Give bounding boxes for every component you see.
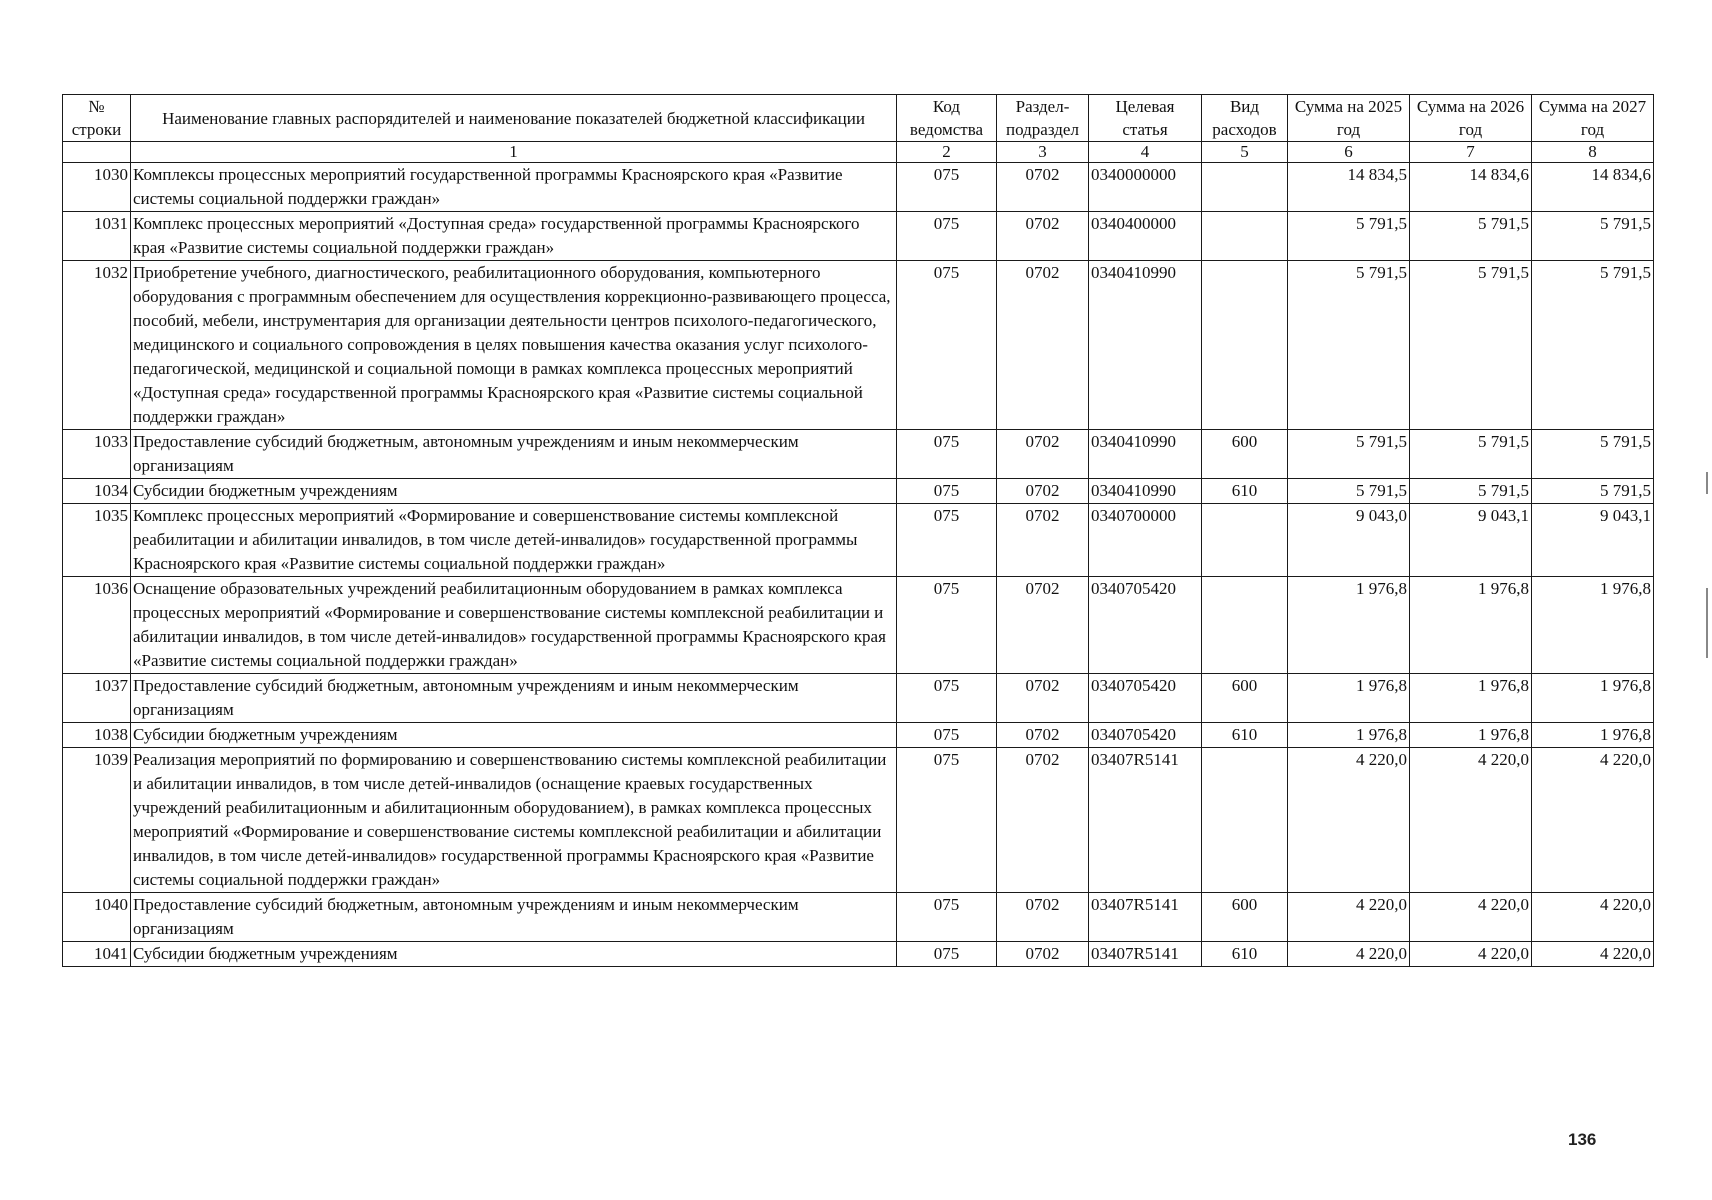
row-section: 0702 (997, 504, 1089, 577)
row-section: 0702 (997, 893, 1089, 942)
row-sum-2027: 4 220,0 (1532, 893, 1654, 942)
column-number: 1 (131, 142, 897, 163)
row-sum-2025: 4 220,0 (1288, 893, 1410, 942)
row-name: Комплексы процессных мероприятий государственной программы Красноярского края «Развитие системы социальной поддержки граждан» (131, 163, 897, 212)
scan-margin-mark (1706, 588, 1708, 658)
column-number: 4 (1089, 142, 1202, 163)
row-sum-2026: 5 791,5 (1410, 212, 1532, 261)
row-section: 0702 (997, 163, 1089, 212)
row-number: 1032 (63, 261, 131, 430)
column-number: 8 (1532, 142, 1654, 163)
row-dept-code: 075 (897, 942, 997, 967)
row-name: Субсидии бюджетным учреждениям (131, 723, 897, 748)
row-sum-2027: 5 791,5 (1532, 212, 1654, 261)
row-expense-type (1202, 212, 1288, 261)
row-number: 1030 (63, 163, 131, 212)
row-target-article: 0340410990 (1089, 261, 1202, 430)
row-name: Субсидии бюджетным учреждениям (131, 479, 897, 504)
row-expense-type (1202, 261, 1288, 430)
row-expense-type: 610 (1202, 942, 1288, 967)
row-expense-type: 610 (1202, 723, 1288, 748)
scan-margin-mark (1706, 472, 1708, 494)
row-dept-code: 075 (897, 674, 997, 723)
row-sum-2025: 14 834,5 (1288, 163, 1410, 212)
row-number: 1040 (63, 893, 131, 942)
row-sum-2026: 5 791,5 (1410, 261, 1532, 430)
table-row (63, 504, 1654, 577)
row-target-article: 03407R5141 (1089, 893, 1202, 942)
row-sum-2027: 9 043,1 (1532, 504, 1654, 577)
row-number: 1037 (63, 674, 131, 723)
row-section: 0702 (997, 748, 1089, 893)
row-target-article: 0340000000 (1089, 163, 1202, 212)
row-number: 1036 (63, 577, 131, 674)
row-dept-code: 075 (897, 723, 997, 748)
row-dept-code: 075 (897, 504, 997, 577)
row-number: 1039 (63, 748, 131, 893)
header-target-article: Целевая статья (1089, 95, 1202, 142)
row-sum-2025: 4 220,0 (1288, 942, 1410, 967)
row-section: 0702 (997, 942, 1089, 967)
row-sum-2027: 5 791,5 (1532, 430, 1654, 479)
page-number: 136 (1568, 1130, 1597, 1149)
row-number: 1038 (63, 723, 131, 748)
row-sum-2025: 5 791,5 (1288, 430, 1410, 479)
row-sum-2025: 1 976,8 (1288, 674, 1410, 723)
header-row-no: № строки (63, 95, 131, 142)
row-number: 1035 (63, 504, 131, 577)
row-sum-2025: 9 043,0 (1288, 504, 1410, 577)
row-dept-code: 075 (897, 430, 997, 479)
row-dept-code: 075 (897, 212, 997, 261)
row-section: 0702 (997, 723, 1089, 748)
table-row (63, 674, 1654, 723)
column-number-row (63, 142, 1654, 163)
row-target-article: 03407R5141 (1089, 748, 1202, 893)
table-row (63, 479, 1654, 504)
row-sum-2027: 14 834,6 (1532, 163, 1654, 212)
row-expense-type: 600 (1202, 674, 1288, 723)
row-dept-code: 075 (897, 163, 997, 212)
column-number: 5 (1202, 142, 1288, 163)
column-number: 2 (897, 142, 997, 163)
row-dept-code: 075 (897, 577, 997, 674)
row-name: Субсидии бюджетным учреждениям (131, 942, 897, 967)
table-row (63, 261, 1654, 430)
row-dept-code: 075 (897, 748, 997, 893)
table-row (63, 163, 1654, 212)
row-sum-2026: 4 220,0 (1410, 748, 1532, 893)
row-sum-2026: 5 791,5 (1410, 479, 1532, 504)
table-row (63, 577, 1654, 674)
header-sum-2026: Сумма на 2026 год (1410, 95, 1532, 142)
row-sum-2026: 1 976,8 (1410, 723, 1532, 748)
row-sum-2025: 5 791,5 (1288, 261, 1410, 430)
row-name: Оснащение образовательных учреждений реабилитационным оборудованием в рамках комплекса процессных мероприятий «Формирование и совершенствование системы комплексной реабилитации и абилитации инвалидов, в том числе детей-инвалидов» государственной программы Красноярского края «Развитие системы социальной поддержки граждан» (131, 577, 897, 674)
row-section: 0702 (997, 479, 1089, 504)
header-section: Раздел-подраздел (997, 95, 1089, 142)
table-header (63, 95, 1654, 163)
row-sum-2027: 4 220,0 (1532, 942, 1654, 967)
row-name: Предоставление субсидий бюджетным, автономным учреждениям и иным некоммерческим организациям (131, 430, 897, 479)
row-target-article: 0340410990 (1089, 479, 1202, 504)
row-sum-2027: 5 791,5 (1532, 479, 1654, 504)
row-sum-2027: 4 220,0 (1532, 748, 1654, 893)
table-body (63, 163, 1654, 967)
row-target-article: 0340705420 (1089, 723, 1202, 748)
header-name: Наименование главных распорядителей и наименование показателей бюджетной классификации (131, 95, 897, 142)
row-number: 1034 (63, 479, 131, 504)
row-dept-code: 075 (897, 479, 997, 504)
header-expense-type: Вид расходов (1202, 95, 1288, 142)
table-row (63, 212, 1654, 261)
row-sum-2025: 1 976,8 (1288, 723, 1410, 748)
row-section: 0702 (997, 261, 1089, 430)
row-sum-2027: 1 976,8 (1532, 674, 1654, 723)
row-dept-code: 075 (897, 261, 997, 430)
row-section: 0702 (997, 577, 1089, 674)
row-number: 1033 (63, 430, 131, 479)
header-row (63, 95, 1654, 142)
row-expense-type (1202, 504, 1288, 577)
row-expense-type (1202, 748, 1288, 893)
row-name: Комплекс процессных мероприятий «Доступная среда» государственной программы Красноярского края «Развитие системы социальной поддержки граждан» (131, 212, 897, 261)
header-dept-code: Код ведомства (897, 95, 997, 142)
row-dept-code: 075 (897, 893, 997, 942)
row-name: Реализация мероприятий по формированию и совершенствованию системы комплексной реабилитации и абилитации инвалидов, в том числе детей-инвалидов (оснащение краевых государственных учреждений реабилитационным и абилитационным оборудованием), в рамках комплекса процессных мероприятий «Формирование и совершенствование системы комплексной реабилитации и абилитации инвалидов, в том числе детей-инвалидов» государственной программы Красноярского края «Развитие системы социальной поддержки граждан» (131, 748, 897, 893)
row-expense-type: 610 (1202, 479, 1288, 504)
row-sum-2025: 5 791,5 (1288, 212, 1410, 261)
header-sum-2027: Сумма на 2027 год (1532, 95, 1654, 142)
row-name: Предоставление субсидий бюджетным, автономным учреждениям и иным некоммерческим организациям (131, 893, 897, 942)
column-number: 6 (1288, 142, 1410, 163)
row-sum-2026: 9 043,1 (1410, 504, 1532, 577)
row-number: 1031 (63, 212, 131, 261)
row-expense-type: 600 (1202, 430, 1288, 479)
column-number: 7 (1410, 142, 1532, 163)
row-sum-2027: 1 976,8 (1532, 577, 1654, 674)
row-section: 0702 (997, 212, 1089, 261)
row-sum-2025: 1 976,8 (1288, 577, 1410, 674)
row-sum-2027: 1 976,8 (1532, 723, 1654, 748)
row-sum-2027: 5 791,5 (1532, 261, 1654, 430)
column-number: 3 (997, 142, 1089, 163)
row-target-article: 0340410990 (1089, 430, 1202, 479)
table-row (63, 430, 1654, 479)
row-name: Приобретение учебного, диагностического, реабилитационного оборудования, компьютерного оборудования с программным обеспечением для осуществления коррекционно-развивающего процесса, пособий, мебели, инструментария для организации деятельности центров психолого-педагогического, медицинского и социального сопровождения в целях повышения качества оказания услуг психолого-педагогической, медицинской и социальной помощи в рамках комплекса процессных мероприятий «Доступная среда» государственной программы Красноярского края «Развитие системы социальной поддержки граждан» (131, 261, 897, 430)
row-sum-2026: 4 220,0 (1410, 942, 1532, 967)
row-sum-2026: 1 976,8 (1410, 674, 1532, 723)
table-row (63, 942, 1654, 967)
table-row (63, 748, 1654, 893)
column-number (63, 142, 131, 163)
row-sum-2026: 4 220,0 (1410, 893, 1532, 942)
row-target-article: 0340700000 (1089, 504, 1202, 577)
row-sum-2025: 5 791,5 (1288, 479, 1410, 504)
row-expense-type (1202, 577, 1288, 674)
row-expense-type: 600 (1202, 893, 1288, 942)
row-sum-2026: 1 976,8 (1410, 577, 1532, 674)
row-sum-2026: 5 791,5 (1410, 430, 1532, 479)
row-section: 0702 (997, 430, 1089, 479)
header-sum-2025: Сумма на 2025 год (1288, 95, 1410, 142)
row-name: Предоставление субсидий бюджетным, автономным учреждениям и иным некоммерческим организациям (131, 674, 897, 723)
row-target-article: 03407R5141 (1089, 942, 1202, 967)
row-section: 0702 (997, 674, 1089, 723)
row-expense-type (1202, 163, 1288, 212)
row-sum-2025: 4 220,0 (1288, 748, 1410, 893)
row-target-article: 0340400000 (1089, 212, 1202, 261)
row-target-article: 0340705420 (1089, 674, 1202, 723)
row-target-article: 0340705420 (1089, 577, 1202, 674)
row-number: 1041 (63, 942, 131, 967)
table-row (63, 893, 1654, 942)
row-sum-2026: 14 834,6 (1410, 163, 1532, 212)
table-row (63, 723, 1654, 748)
row-name: Комплекс процессных мероприятий «Формирование и совершенствование системы комплексной реабилитации и абилитации инвалидов, в том числе детей-инвалидов» государственной программы Красноярского края «Развитие системы социальной поддержки граждан» (131, 504, 897, 577)
budget-table (62, 94, 1654, 967)
